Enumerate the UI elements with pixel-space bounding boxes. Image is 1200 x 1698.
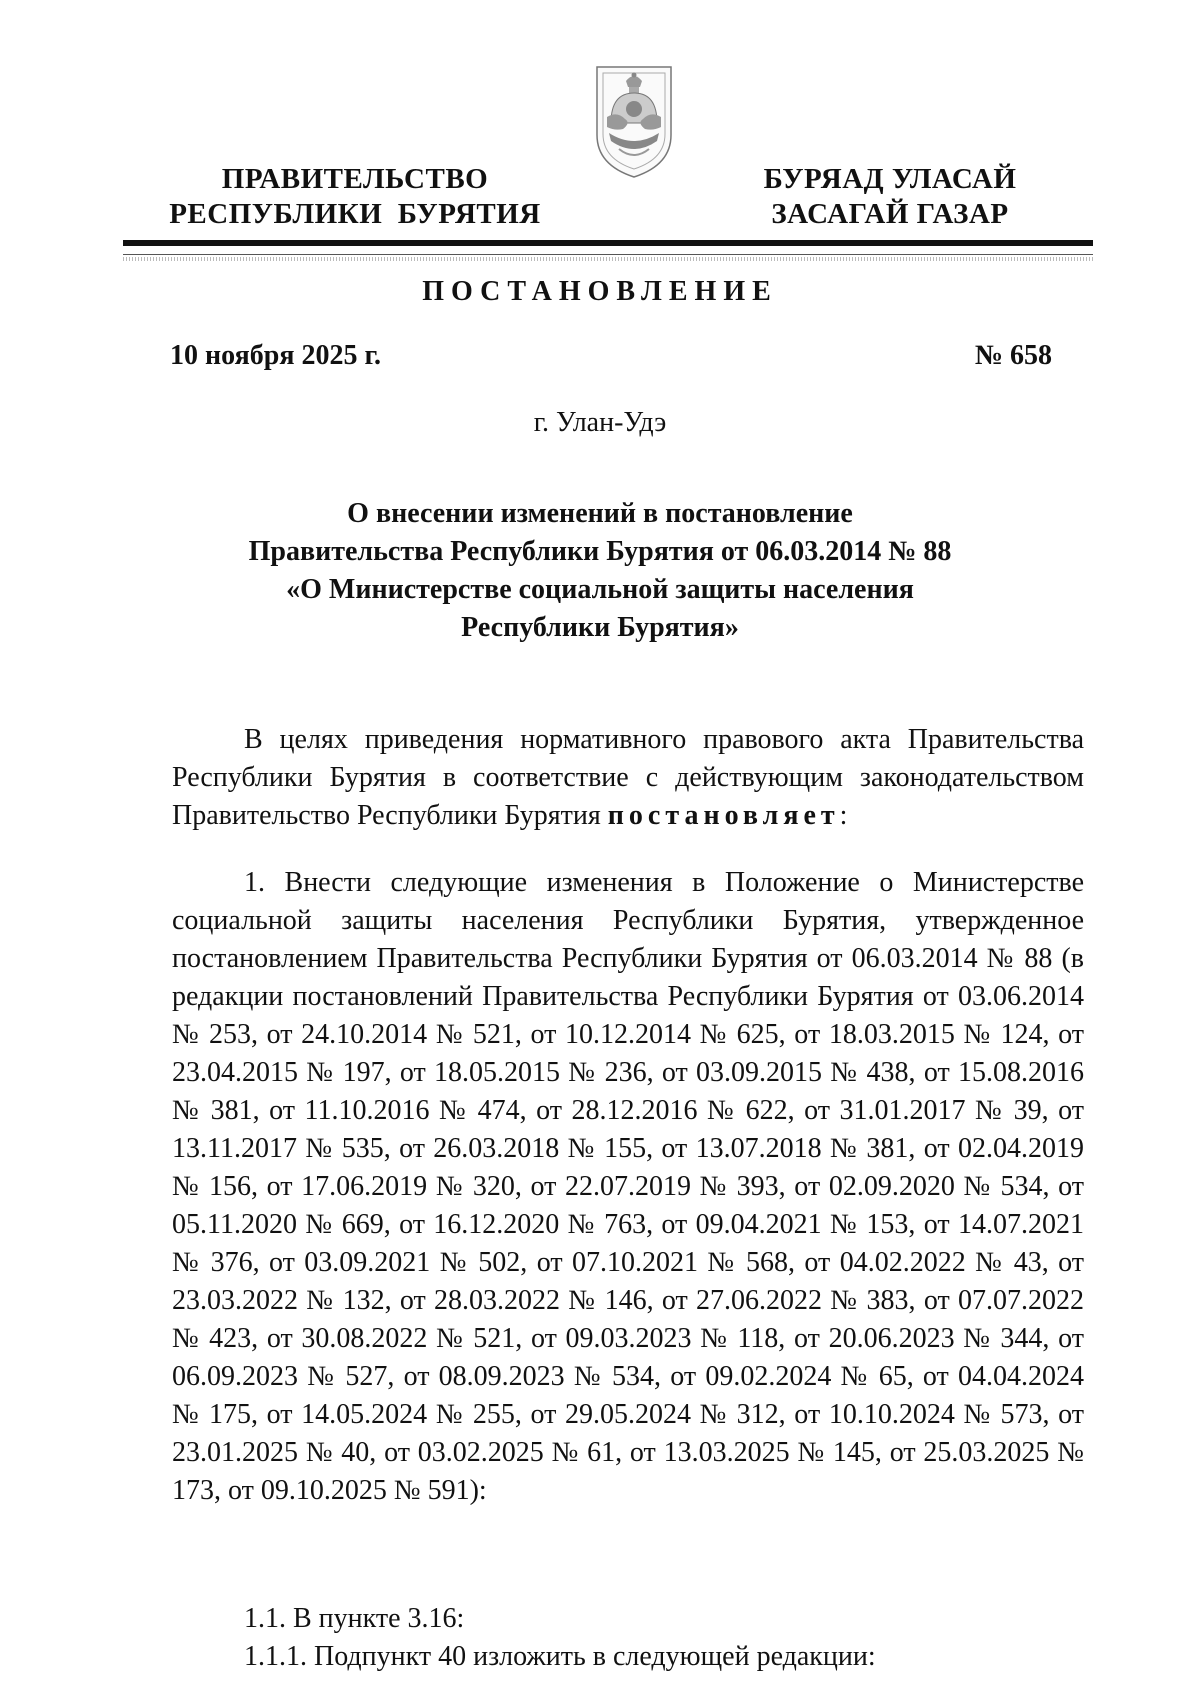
clause-1-1: 1.1. В пункте 3.16:	[244, 1603, 465, 1634]
document-type-title: ПОСТАНОВЛЕНИЕ	[422, 276, 778, 307]
document-date: 10 ноября 2025 г.	[170, 340, 382, 371]
issuer-russian-line2: РЕСПУБЛИКИ БУРЯТИЯ	[169, 198, 541, 230]
header-rule-thin	[123, 254, 1093, 255]
preamble-colon: :	[839, 800, 848, 831]
header-rule-thick	[123, 240, 1093, 246]
resolves-word: постановляет	[607, 800, 840, 831]
subject-line: Республики Бурятия»	[461, 612, 739, 643]
issuer-buryat-line1: БУРЯАД УЛАСАЙ	[763, 163, 1017, 195]
clause-1-paragraph: 1. Внести следующие изменения в Положение о Министерстве социальной защиты населения Республики Бурятия, утвержденное постановлением Правительства Республики Бурятия от 06.03.2014 № 88 (в редакции постановлений Правительства Республики Бурятия от 03.06.2014 № 253, от 24.10.2014 № 521, от 10.12.2014 № 625, от 18.03.2015 № 124, от 23.04.2015 № 197, от 18.05.2015 № 236, от 03.09.2015 № 438, от 15.08.2016 № 381, от 11.10.2016 № 474, от 28.12.2016 № 622, от 31.01.2017 № 39, от 13.11.2017 № 535, от 26.03.2018 № 155, от 13.07.2018 № 381, от 02.04.2019 № 156, от 17.06.2019 № 320, от 22.07.2019 № 393, от 02.09.2020 № 534, от 05.11.2020 № 669, от 16.12.2020 № 763, от 09.04.2021 № 153, от 14.07.2021 № 376, от 03.09.2021 № 502, от 07.10.2021 № 568, от 04.02.2022 № 43, от 23.03.2022 № 132, от 28.03.2022 № 146, от 27.06.2022 № 383, от 07.07.2022 № 423, от 30.08.2022 № 521, от 09.03.2023 № 118, от 20.06.2023 № 344, от 06.09.2023 № 527, от 08.09.2023 № 534, от 09.02.2024 № 65, от 04.04.2024 № 175, от 14.05.2024 № 255, от 29.05.2024 № 312, от 10.10.2024 № 573, от 23.01.2025 № 40, от 03.02.2025 № 61, от 13.03.2025 № 145, от 25.03.2025 № 173, от 09.10.2025 № 591):	[172, 867, 1084, 1506]
document-city: г. Улан-Удэ	[533, 407, 667, 438]
subject-line: «О Министерстве социальной защиты населения	[286, 574, 914, 605]
document-subject	[200, 495, 1000, 647]
subject-line: Правительства Республики Бурятия от 06.03.2014 № 88	[248, 536, 952, 567]
issuer-russian	[160, 162, 550, 232]
preamble-text: В целях приведения нормативного правового акта Правительства Республики Бурятия в соответствие с действующим законодательством Правительство Республики Бурятия	[172, 724, 1084, 831]
buryatia-coat-of-arms-icon	[593, 57, 675, 181]
clause-1-1-1: 1.1.1. Подпункт 40 изложить в следующей редакции:	[244, 1641, 876, 1672]
header-rule-dotted	[123, 257, 1093, 261]
subject-line: О внесении изменений в постановление	[347, 498, 853, 529]
document-number: № 658	[974, 340, 1052, 371]
preamble-paragraph	[172, 721, 1084, 835]
issuer-buryat-line2: ЗАСАГАЙ ГАЗАР	[771, 198, 1009, 230]
issuer-russian-line1: ПРАВИТЕЛЬСТВО	[221, 163, 489, 195]
issuer-buryat	[720, 162, 1060, 232]
